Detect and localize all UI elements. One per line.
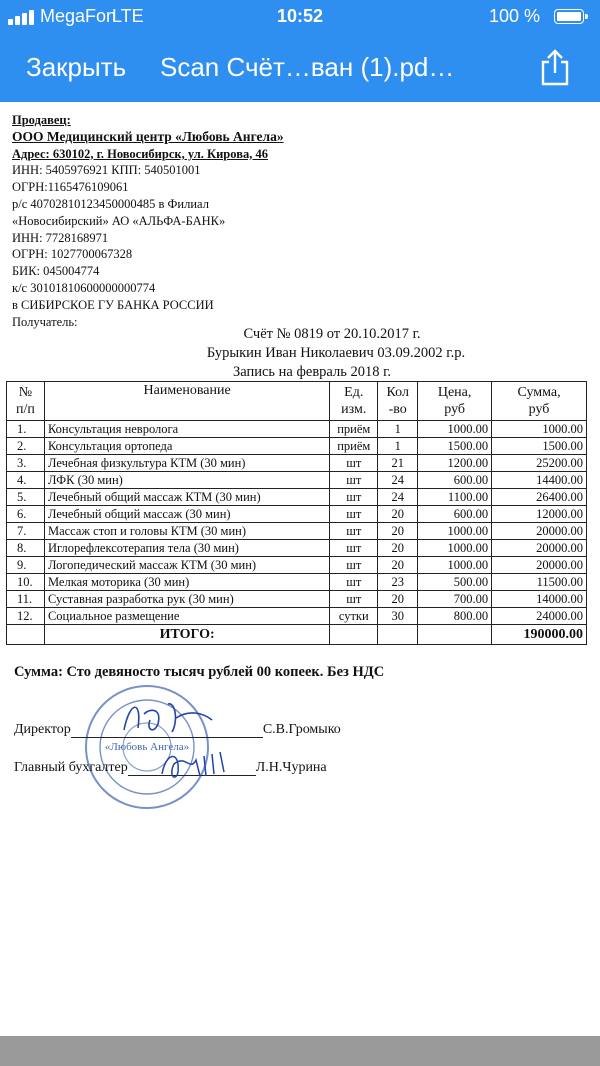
row-number: 5.: [7, 489, 45, 506]
row-unit: приём: [330, 438, 378, 455]
pdf-page: [0, 102, 600, 1036]
total-row: [7, 625, 587, 645]
col-sum-header: Сумма, руб: [492, 382, 587, 421]
director-label: Директор: [14, 722, 71, 737]
receiver-label: Получатель:: [12, 314, 78, 329]
seller-ogrn: ОГРН:1165476109061: [12, 180, 129, 195]
row-sum: 25200.00: [492, 455, 587, 472]
seller-name: ООО Медицинский центр «Любовь Ангела»: [12, 128, 284, 144]
seller-inn-kpp: ИНН: 5405976921 КПП: 540501001: [12, 163, 201, 178]
row-number: 6.: [7, 506, 45, 523]
table-row: [7, 455, 587, 472]
row-sum: 14000.00: [492, 591, 587, 608]
row-price: 600.00: [418, 506, 492, 523]
row-unit: сутки: [330, 608, 378, 625]
row-name: Консультация невролога: [44, 421, 329, 438]
table-row: [7, 506, 587, 523]
battery-icon: [554, 9, 584, 24]
table-row: [7, 557, 587, 574]
row-number: 10.: [7, 574, 45, 591]
row-name: Консультация ортопеда: [44, 438, 329, 455]
total-value: 190000.00: [492, 625, 587, 645]
row-unit: приём: [330, 421, 378, 438]
table-row: [7, 608, 587, 625]
accountant-label: Главный бухгалтер: [14, 760, 128, 775]
table-row: [7, 540, 587, 557]
row-qty: 20: [378, 506, 418, 523]
row-qty: 30: [378, 608, 418, 625]
row-price: 1000.00: [418, 557, 492, 574]
row-qty: 1: [378, 421, 418, 438]
row-number: 7.: [7, 523, 45, 540]
row-name: Иглорефлексотерапия тела (30 мин): [44, 540, 329, 557]
row-number: 2.: [7, 438, 45, 455]
record-period: Запись на февраль 2018 г.: [232, 364, 392, 380]
table-row: [7, 591, 587, 608]
row-number: 12.: [7, 608, 45, 625]
row-name: Мелкая моторика (30 мин): [44, 574, 329, 591]
row-qty: 24: [378, 472, 418, 489]
row-unit: шт: [330, 540, 378, 557]
row-price: 600.00: [418, 472, 492, 489]
row-sum: 11500.00: [492, 574, 587, 591]
row-unit: шт: [330, 455, 378, 472]
row-sum: 26400.00: [492, 489, 587, 506]
table-row: [7, 523, 587, 540]
bank-name: «Новосибирский» АО «АЛЬФА-БАНК»: [12, 213, 226, 228]
row-price: 500.00: [418, 574, 492, 591]
row-qty: 20: [378, 557, 418, 574]
row-sum: 1500.00: [492, 438, 587, 455]
row-price: 1000.00: [418, 523, 492, 540]
row-name: Массаж стоп и головы КТМ (30 мин): [44, 523, 329, 540]
row-sum: 20000.00: [492, 523, 587, 540]
row-name: Суставная разработка рук (30 мин): [44, 591, 329, 608]
col-name-header: Наименование: [44, 382, 329, 421]
row-number: 4.: [7, 472, 45, 489]
row-unit: шт: [330, 489, 378, 506]
bank-bik: БИК: 045004774: [12, 264, 100, 279]
row-unit: шт: [330, 574, 378, 591]
seller-block: [12, 112, 284, 330]
status-time: 10:52: [276, 6, 324, 26]
status-bar: [0, 0, 600, 34]
row-unit: шт: [330, 472, 378, 489]
row-sum: 20000.00: [492, 540, 587, 557]
sum-in-words: Сумма: Сто девяносто тысяч рублей 00 копеек. Без НДС: [14, 664, 385, 680]
row-qty: 20: [378, 523, 418, 540]
row-price: 1100.00: [418, 489, 492, 506]
share-icon: [538, 48, 572, 86]
table-row: [7, 574, 587, 591]
row-name: Лечебный общий массаж КТМ (30 мин): [44, 489, 329, 506]
top-bar: [0, 0, 600, 102]
row-number: 9.: [7, 557, 45, 574]
bank-ogrn: ОГРН: 1027700067328: [12, 247, 133, 262]
battery-percent: 100 %: [489, 6, 541, 26]
row-sum: 14400.00: [492, 472, 587, 489]
row-unit: шт: [330, 557, 378, 574]
row-qty: 23: [378, 574, 418, 591]
invoice-title: Счёт № 0819 от 20.10.2017 г.: [243, 326, 421, 342]
accountant-signature: [156, 742, 246, 786]
row-price: 1000.00: [418, 421, 492, 438]
network-type: LTE: [112, 6, 144, 26]
row-sum: 20000.00: [492, 557, 587, 574]
table-row: [7, 438, 587, 455]
bank-branch: в СИБИРСКОЕ ГУ БАНКА РОССИИ: [12, 297, 214, 312]
col-price-header: Цена, руб: [418, 382, 492, 421]
row-sum: 1000.00: [492, 421, 587, 438]
director-signature: [116, 694, 226, 744]
seller-account: р/с 40702810123450000485 в Филиал: [12, 196, 209, 211]
close-button[interactable]: Закрыть: [26, 52, 127, 82]
table-row: [7, 421, 587, 438]
row-name: Лечебная физкультура КТМ (30 мин): [44, 455, 329, 472]
row-qty: 1: [378, 438, 418, 455]
bottom-toolbar: [0, 1036, 600, 1066]
table-row: [7, 472, 587, 489]
row-unit: шт: [330, 523, 378, 540]
row-number: 8.: [7, 540, 45, 557]
row-qty: 24: [378, 489, 418, 506]
seller-address: Адрес: 630102, г. Новосибирск, ул. Кирова, 46: [12, 146, 268, 161]
row-number: 1.: [7, 421, 45, 438]
row-name: Социальное размещение: [44, 608, 329, 625]
row-qty: 21: [378, 455, 418, 472]
row-name: Логопедический массаж КТМ (30 мин): [44, 557, 329, 574]
total-label: ИТОГО:: [44, 625, 329, 645]
bank-inn: ИНН: 7728168971: [12, 230, 109, 245]
share-button[interactable]: [538, 48, 572, 86]
row-unit: шт: [330, 506, 378, 523]
row-price: 1000.00: [418, 540, 492, 557]
col-qty-header: Кол -во: [378, 382, 418, 421]
seller-label: Продавец:: [12, 113, 71, 127]
row-number: 3.: [7, 455, 45, 472]
row-sum: 24000.00: [492, 608, 587, 625]
col-unit-header: Ед. изм.: [330, 382, 378, 421]
col-num-header: № п/п: [7, 382, 45, 421]
row-price: 700.00: [418, 591, 492, 608]
row-qty: 20: [378, 591, 418, 608]
row-number: 11.: [7, 591, 45, 608]
stamp-text: «Любовь Ангела»: [104, 741, 190, 753]
carrier-name: MegaFon: [40, 6, 117, 26]
table-header-row: [7, 382, 587, 421]
accountant-name: Л.Н.Чурина: [255, 760, 327, 775]
row-price: 1200.00: [418, 455, 492, 472]
director-name: С.В.Громыко: [262, 722, 341, 737]
row-price: 1500.00: [418, 438, 492, 455]
patient-name: Бурыкин Иван Николаевич 03.09.2002 г.р.: [206, 345, 466, 361]
navigation-bar: [0, 44, 600, 94]
row-name: ЛФК (30 мин): [44, 472, 329, 489]
corr-account: к/с 30101810600000000774: [12, 280, 156, 295]
row-sum: 12000.00: [492, 506, 587, 523]
row-name: Лечебный общий массаж (30 мин): [44, 506, 329, 523]
row-qty: 20: [378, 540, 418, 557]
row-price: 800.00: [418, 608, 492, 625]
invoice-table: [6, 381, 587, 645]
row-unit: шт: [330, 591, 378, 608]
document-title: Scan Счёт…ван (1).pd…: [160, 52, 455, 82]
table-row: [7, 489, 587, 506]
